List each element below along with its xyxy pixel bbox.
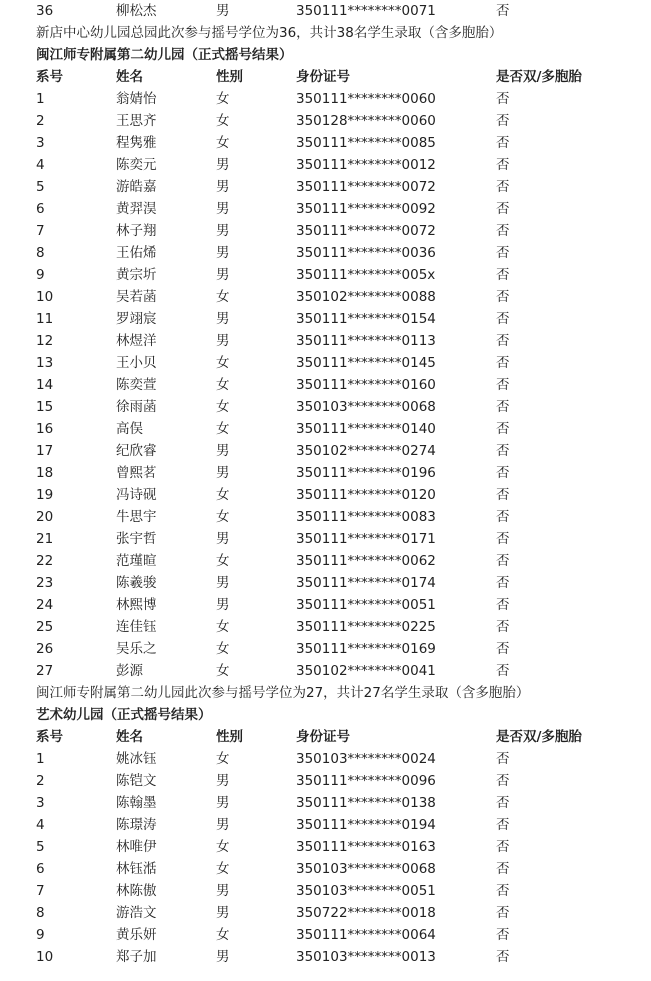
header-sex: 性别 (216, 69, 243, 85)
cell-id: 350111********0060 (296, 91, 436, 107)
header-sex: 性别 (216, 729, 243, 745)
cell-id: 350102********0041 (296, 663, 436, 679)
cell-twin: 否 (496, 377, 510, 393)
cell-sex: 女 (216, 619, 230, 635)
cell-name: 纪欣睿 (116, 443, 157, 459)
cell-sex: 男 (216, 773, 230, 789)
cell-num: 7 (36, 223, 45, 239)
cell-num: 17 (36, 443, 54, 459)
header-twin: 是否双/多胞胎 (496, 69, 582, 85)
cell-name: 林煜洋 (116, 333, 157, 349)
cell-name: 陈奕元 (116, 157, 157, 173)
cell-num: 10 (36, 289, 54, 305)
table-row (0, 528, 651, 550)
cell-num: 12 (36, 333, 54, 349)
cell-sex: 男 (216, 179, 230, 195)
cell-twin: 否 (496, 795, 510, 811)
table-row (0, 154, 651, 176)
table-row (0, 550, 651, 572)
cell-twin: 否 (496, 113, 510, 129)
cell-name: 曾熙茗 (116, 465, 157, 481)
cell-twin: 否 (496, 487, 510, 503)
table-row (0, 660, 651, 682)
cell-sex: 男 (216, 201, 230, 217)
cell-num: 9 (36, 927, 45, 943)
cell-name: 林钰湉 (116, 861, 157, 877)
cell-twin: 否 (496, 751, 510, 767)
cell-num: 5 (36, 839, 45, 855)
cell-num: 19 (36, 487, 54, 503)
header-num: 系号 (36, 729, 63, 745)
cell-sex: 男 (216, 597, 230, 613)
cell-sex: 男 (216, 949, 230, 965)
cell-twin: 否 (496, 289, 510, 305)
cell-sex: 女 (216, 553, 230, 569)
cell-sex: 女 (216, 399, 230, 415)
section-summary: 闽江师专附属第二幼儿园此次参与摇号学位为27，共计27名学生录取（含多胞胎） (36, 685, 530, 701)
table-row (0, 220, 651, 242)
cell-sex: 女 (216, 861, 230, 877)
table-row (0, 242, 651, 264)
cell-id: 350722********0018 (296, 905, 436, 921)
cell-twin: 否 (496, 531, 510, 547)
cell-sex: 男 (216, 245, 230, 261)
cell-twin: 否 (496, 91, 510, 107)
cell-sex: 男 (216, 817, 230, 833)
cell-name: 游皓嘉 (116, 179, 157, 195)
section-title: 艺术幼儿园（正式摇号结果） (36, 707, 212, 723)
cell-twin: 否 (496, 883, 510, 899)
cell-name: 吴若菡 (116, 289, 157, 305)
cell-sex: 女 (216, 487, 230, 503)
cell-twin: 否 (496, 399, 510, 415)
cell-num: 20 (36, 509, 54, 525)
cell-num: 9 (36, 267, 45, 283)
cell-id: 350111********0096 (296, 773, 436, 789)
cell-twin: 否 (496, 861, 510, 877)
section-summary: 新店中心幼儿园总园此次参与摇号学位为36，共计38名学生录取（含多胞胎） (36, 25, 503, 41)
table-row (0, 264, 651, 286)
cell-twin: 否 (496, 927, 510, 943)
cell-sex: 女 (216, 839, 230, 855)
cell-id: 350111********005x (296, 267, 436, 283)
cell-twin: 否 (496, 157, 510, 173)
header-id: 身份证号 (296, 69, 350, 85)
cell-name: 王思齐 (116, 113, 157, 129)
cell-sex: 男 (216, 333, 230, 349)
cell-sex: 男 (216, 575, 230, 591)
cell-sex: 女 (216, 421, 230, 437)
cell-id: 350111********0072 (296, 179, 436, 195)
cell-id: 350111********0169 (296, 641, 436, 657)
cell-name: 王佑烯 (116, 245, 157, 261)
cell-sex: 女 (216, 641, 230, 657)
cell-id: 350111********0083 (296, 509, 436, 525)
table-row (0, 924, 651, 946)
cell-name: 吴乐之 (116, 641, 157, 657)
table-row (0, 594, 651, 616)
table-row (0, 814, 651, 836)
cell-id: 350111********0036 (296, 245, 436, 261)
table-row (0, 110, 651, 132)
cell-twin: 否 (496, 421, 510, 437)
cell-name: 陈铠文 (116, 773, 157, 789)
cell-id: 350111********0154 (296, 311, 436, 327)
cell-name: 郑子加 (116, 949, 157, 965)
table-header-row (0, 726, 651, 748)
cell-id: 350111********0145 (296, 355, 436, 371)
cell-id: 350111********0113 (296, 333, 436, 349)
cell-num: 1 (36, 751, 45, 767)
cell-name: 林子翔 (116, 223, 157, 239)
cell-num: 6 (36, 201, 45, 217)
cell-name: 柳松杰 (116, 3, 157, 19)
cell-num: 4 (36, 817, 45, 833)
table-row (0, 858, 651, 880)
table-row (0, 880, 651, 902)
cell-twin: 否 (496, 3, 510, 19)
cell-twin: 否 (496, 201, 510, 217)
cell-name: 黄羿淏 (116, 201, 157, 217)
cell-sex: 男 (216, 443, 230, 459)
cell-twin: 否 (496, 355, 510, 371)
cell-name: 连佳钰 (116, 619, 157, 635)
cell-twin: 否 (496, 619, 510, 635)
cell-twin: 否 (496, 311, 510, 327)
cell-twin: 否 (496, 553, 510, 569)
cell-id: 350111********0064 (296, 927, 436, 943)
cell-sex: 男 (216, 3, 230, 19)
cell-name: 陈奕萱 (116, 377, 157, 393)
cell-name: 黄乐妍 (116, 927, 157, 943)
table-row (0, 792, 651, 814)
cell-num: 36 (36, 3, 54, 19)
cell-sex: 男 (216, 267, 230, 283)
cell-id: 350111********0163 (296, 839, 436, 855)
cell-sex: 男 (216, 465, 230, 481)
cell-num: 8 (36, 245, 45, 261)
cell-id: 350111********0174 (296, 575, 436, 591)
cell-twin: 否 (496, 575, 510, 591)
table-row (0, 616, 651, 638)
cell-sex: 女 (216, 135, 230, 151)
table-row (0, 572, 651, 594)
cell-num: 15 (36, 399, 54, 415)
cell-name: 黄宗圻 (116, 267, 157, 283)
table-row (0, 770, 651, 792)
table-row (0, 946, 651, 968)
cell-id: 350102********0088 (296, 289, 436, 305)
cell-sex: 女 (216, 751, 230, 767)
cell-twin: 否 (496, 135, 510, 151)
table-row (0, 396, 651, 418)
cell-sex: 女 (216, 289, 230, 305)
cell-sex: 男 (216, 311, 230, 327)
table-row (0, 132, 651, 154)
cell-name: 游浩文 (116, 905, 157, 921)
cell-id: 350111********0171 (296, 531, 436, 547)
table-row (0, 176, 651, 198)
cell-id: 350103********0051 (296, 883, 436, 899)
cell-id: 350111********0062 (296, 553, 436, 569)
cell-twin: 否 (496, 663, 510, 679)
table-row (0, 374, 651, 396)
cell-num: 6 (36, 861, 45, 877)
header-name: 姓名 (116, 69, 143, 85)
cell-id: 350111********0160 (296, 377, 436, 393)
cell-sex: 女 (216, 91, 230, 107)
cell-name: 冯诗砚 (116, 487, 157, 503)
cell-sex: 女 (216, 927, 230, 943)
cell-id: 350102********0274 (296, 443, 436, 459)
table-row (0, 286, 651, 308)
cell-id: 350103********0068 (296, 861, 436, 877)
table-row (0, 440, 651, 462)
cell-twin: 否 (496, 333, 510, 349)
cell-name: 姚冰钰 (116, 751, 157, 767)
cell-num: 2 (36, 773, 45, 789)
cell-id: 350103********0024 (296, 751, 436, 767)
cell-num: 18 (36, 465, 54, 481)
cell-sex: 男 (216, 157, 230, 173)
cell-id: 350111********0138 (296, 795, 436, 811)
cell-twin: 否 (496, 641, 510, 657)
cell-name: 罗翊宸 (116, 311, 157, 327)
cell-num: 27 (36, 663, 54, 679)
cell-num: 1 (36, 91, 45, 107)
table-row (0, 748, 651, 770)
cell-num: 3 (36, 795, 45, 811)
cell-name: 徐雨菡 (116, 399, 157, 415)
cell-num: 7 (36, 883, 45, 899)
cell-id: 350111********0012 (296, 157, 436, 173)
cell-name: 林唯伊 (116, 839, 157, 855)
cell-num: 26 (36, 641, 54, 657)
cell-sex: 女 (216, 663, 230, 679)
table-row (0, 330, 651, 352)
cell-num: 10 (36, 949, 54, 965)
table-row (0, 638, 651, 660)
cell-sex: 女 (216, 377, 230, 393)
cell-sex: 男 (216, 531, 230, 547)
cell-num: 4 (36, 157, 45, 173)
cell-twin: 否 (496, 839, 510, 855)
cell-sex: 男 (216, 905, 230, 921)
cell-twin: 否 (496, 223, 510, 239)
cell-num: 22 (36, 553, 54, 569)
cell-id: 350111********0196 (296, 465, 436, 481)
table-row (0, 308, 651, 330)
cell-twin: 否 (496, 465, 510, 481)
cell-sex: 男 (216, 883, 230, 899)
cell-num: 13 (36, 355, 54, 371)
cell-name: 陈璟涛 (116, 817, 157, 833)
cell-id: 350111********0092 (296, 201, 436, 217)
table-row (0, 88, 651, 110)
table-header-row (0, 66, 651, 88)
cell-id: 350128********0060 (296, 113, 436, 129)
table-row (0, 902, 651, 924)
table-row (0, 0, 651, 22)
header-name: 姓名 (116, 729, 143, 745)
cell-sex: 女 (216, 509, 230, 525)
cell-id: 350111********0071 (296, 3, 436, 19)
cell-num: 2 (36, 113, 45, 129)
cell-sex: 男 (216, 795, 230, 811)
cell-twin: 否 (496, 949, 510, 965)
table-row (0, 198, 651, 220)
cell-num: 8 (36, 905, 45, 921)
cell-id: 350111********0051 (296, 597, 436, 613)
cell-id: 350111********0085 (296, 135, 436, 151)
cell-num: 11 (36, 311, 54, 327)
cell-id: 350103********0013 (296, 949, 436, 965)
cell-num: 5 (36, 179, 45, 195)
header-id: 身份证号 (296, 729, 350, 745)
cell-twin: 否 (496, 267, 510, 283)
cell-num: 16 (36, 421, 54, 437)
cell-num: 21 (36, 531, 54, 547)
table-row (0, 484, 651, 506)
cell-name: 程隽雅 (116, 135, 157, 151)
cell-twin: 否 (496, 597, 510, 613)
cell-twin: 否 (496, 509, 510, 525)
header-num: 系号 (36, 69, 63, 85)
cell-name: 林熙博 (116, 597, 157, 613)
cell-twin: 否 (496, 179, 510, 195)
cell-num: 25 (36, 619, 54, 635)
cell-num: 23 (36, 575, 54, 591)
cell-id: 350111********0194 (296, 817, 436, 833)
cell-sex: 男 (216, 223, 230, 239)
cell-twin: 否 (496, 443, 510, 459)
cell-name: 陈翰墨 (116, 795, 157, 811)
cell-twin: 否 (496, 773, 510, 789)
cell-num: 24 (36, 597, 54, 613)
cell-name: 王小贝 (116, 355, 157, 371)
cell-num: 14 (36, 377, 54, 393)
cell-sex: 女 (216, 113, 230, 129)
header-twin: 是否双/多胞胎 (496, 729, 582, 745)
cell-name: 陈羲骏 (116, 575, 157, 591)
table-row (0, 352, 651, 374)
cell-name: 彭源 (116, 663, 143, 679)
table-row (0, 418, 651, 440)
cell-sex: 女 (216, 355, 230, 371)
cell-id: 350111********0072 (296, 223, 436, 239)
cell-id: 350111********0225 (296, 619, 436, 635)
table-row (0, 462, 651, 484)
cell-twin: 否 (496, 817, 510, 833)
cell-name: 高俣 (116, 421, 143, 437)
section-title: 闽江师专附属第二幼儿园（正式摇号结果） (36, 47, 293, 63)
cell-twin: 否 (496, 905, 510, 921)
cell-num: 3 (36, 135, 45, 151)
cell-name: 范瑾暄 (116, 553, 157, 569)
cell-name: 翁婧怡 (116, 91, 157, 107)
cell-name: 张宇哲 (116, 531, 157, 547)
cell-twin: 否 (496, 245, 510, 261)
cell-name: 林陈傲 (116, 883, 157, 899)
cell-name: 牛思宇 (116, 509, 157, 525)
cell-id: 350111********0120 (296, 487, 436, 503)
table-row (0, 506, 651, 528)
cell-id: 350111********0140 (296, 421, 436, 437)
cell-id: 350103********0068 (296, 399, 436, 415)
table-row (0, 836, 651, 858)
